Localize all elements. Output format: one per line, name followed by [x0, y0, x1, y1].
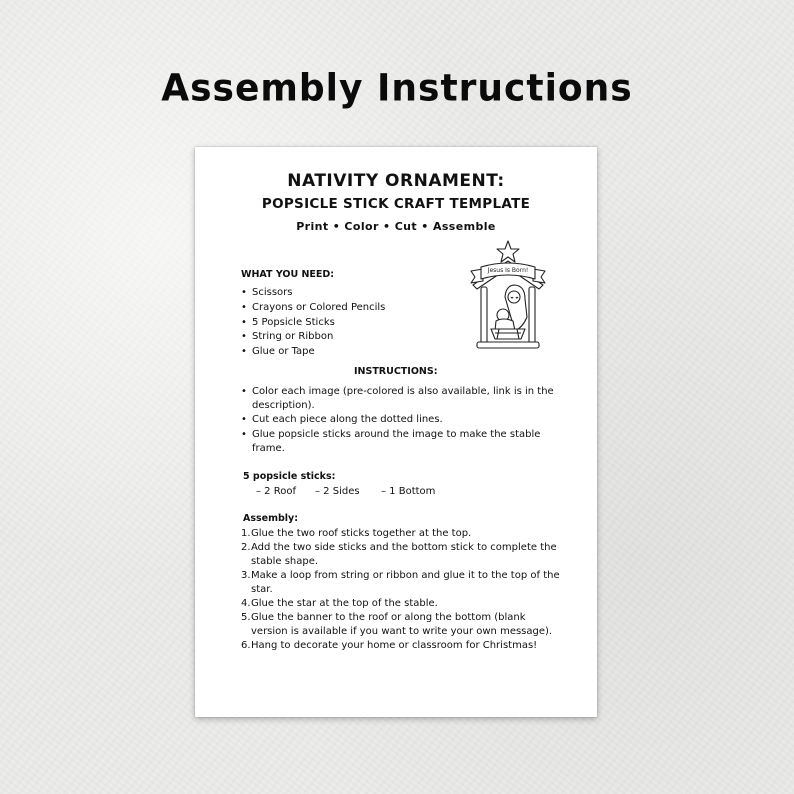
- page-heading: Assembly Instructions: [161, 66, 633, 111]
- supply-item: • Scissors: [241, 286, 461, 301]
- star-icon: [497, 241, 519, 262]
- supply-item: • 5 Popsicle Sticks: [241, 316, 461, 331]
- stick-item: – 1 Bottom: [381, 486, 436, 497]
- instructions-heading: INSTRUCTIONS:: [354, 366, 438, 377]
- instruction-item: • Color each image (pre-colored is also available, link is in the description).: [241, 385, 563, 413]
- instruction-item: • Cut each piece along the dotted lines.: [241, 413, 563, 427]
- assembly-step: 5. Glue the banner to the roof or along the bottom (blank version is available if you want to write your own message).: [241, 612, 553, 637]
- sheet-subtitle: POPSICLE STICK CRAFT TEMPLATE: [261, 196, 531, 212]
- sticks-list: [256, 486, 435, 497]
- stick-item: – 2 Roof: [256, 486, 296, 497]
- assembly-step: 4. Glue the star at the top of the stable.: [241, 598, 438, 609]
- assembly-steps: [242, 527, 560, 653]
- sheet-tagline: Print • Color • Cut • Assemble: [296, 220, 496, 233]
- assembly-step: 6. Hang to decorate your home or classroom for Christmas!: [241, 640, 538, 651]
- assembly-step: 2. Add the two side sticks and the bottom stick to complete the stable shape.: [241, 542, 557, 567]
- supply-item: • Glue or Tape: [241, 345, 461, 360]
- sticks-heading: 5 popsicle sticks:: [243, 471, 336, 482]
- supply-item: • String or Ribbon: [241, 330, 461, 345]
- assembly-heading: Assembly:: [243, 513, 299, 524]
- sheet-title: NATIVITY ORNAMENT:: [287, 171, 505, 191]
- instruction-item: • Glue popsicle sticks around the image to make the stable frame.: [241, 428, 563, 456]
- supply-item: • Crayons or Colored Pencils: [241, 301, 461, 316]
- instruction-sheet: [195, 147, 597, 717]
- what-you-need-heading: WHAT YOU NEED:: [241, 269, 335, 280]
- stick-item: – 2 Sides: [315, 486, 360, 497]
- instructions-list: [241, 385, 563, 456]
- assembly-step: 1. Glue the two roof sticks together at the top.: [241, 528, 472, 539]
- nativity-ornament-image: [469, 239, 547, 355]
- banner-text: Jesus Is Born!: [487, 267, 529, 274]
- assembly-step: 3. Make a loop from string or ribbon and glue it to the top of the star.: [241, 570, 560, 595]
- supplies-list: [241, 286, 461, 360]
